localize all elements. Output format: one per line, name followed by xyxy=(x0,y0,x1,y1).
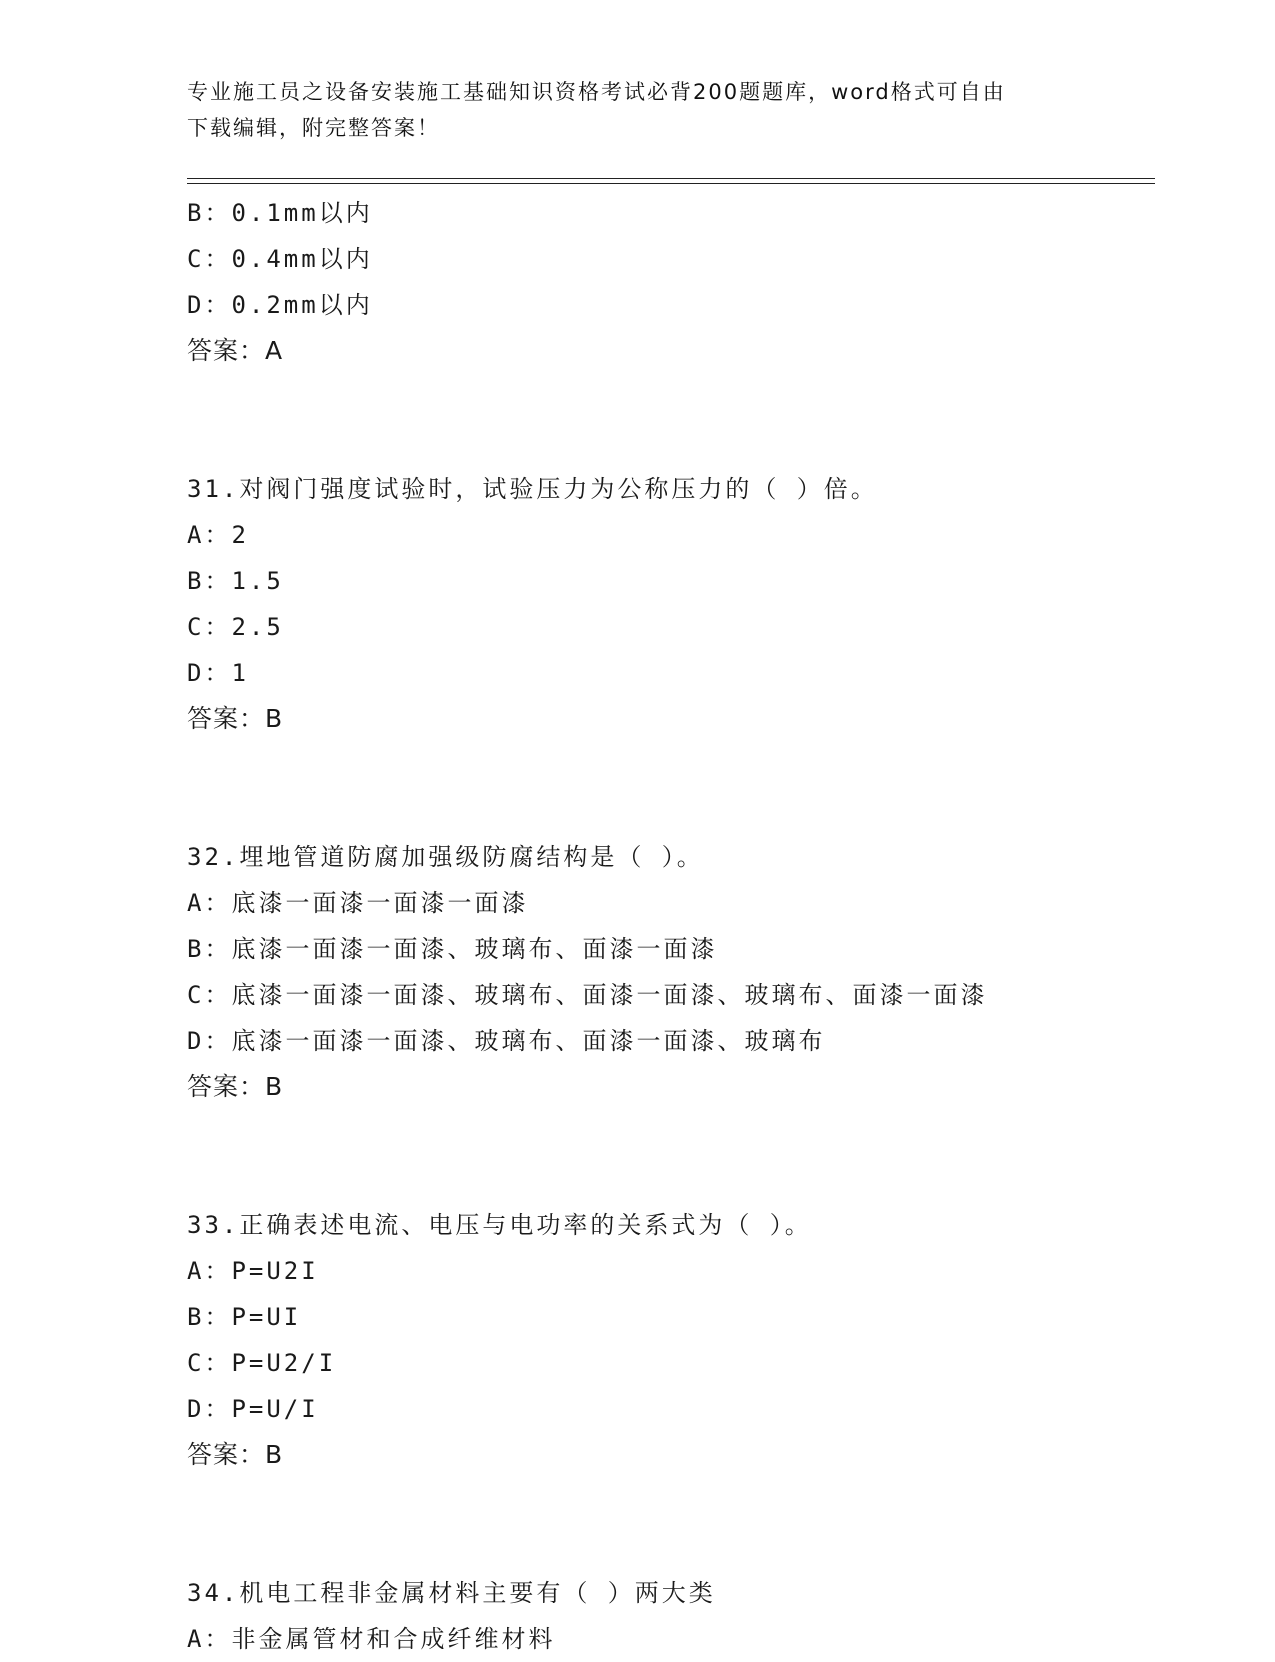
question-list xyxy=(187,190,1155,1662)
spacer xyxy=(187,1478,1155,1570)
option-line: A：非金属管材和合成纤维材料 xyxy=(187,1625,556,1653)
option-line: D：1 xyxy=(187,659,249,687)
question-text: 31.对阀门强度试验时，试验压力为公称压力的（ ）倍。 xyxy=(187,475,878,503)
question-text: 34.机电工程非金属材料主要有（ ）两大类 xyxy=(187,1579,716,1607)
spacer xyxy=(187,1110,1155,1202)
option-line: C：2.5 xyxy=(187,613,284,641)
question-block-31 xyxy=(187,466,1155,742)
option-line: D：P=U/I xyxy=(187,1395,319,1423)
option-line: D：底漆一面漆一面漆、玻璃布、面漆一面漆、玻璃布 xyxy=(187,1027,826,1055)
option-line: A：底漆一面漆一面漆一面漆 xyxy=(187,889,529,917)
answer-line: 答案：B xyxy=(187,704,284,733)
question-text: 32.埋地管道防腐加强级防腐结构是（ ）。 xyxy=(187,843,704,871)
option-line: A：2 xyxy=(187,521,249,549)
option-line: C：P=U2/I xyxy=(187,1349,337,1377)
answer-line: 答案：A xyxy=(187,336,284,365)
question-block-34 xyxy=(187,1570,1155,1662)
spacer xyxy=(187,742,1155,834)
header-line-2: 下载编辑，附完整答案！ xyxy=(187,116,440,140)
option-line: D：0.2mm以内 xyxy=(187,291,373,319)
header-line-1: 专业施工员之设备安装施工基础知识资格考试必背200题题库，word格式可自由 xyxy=(187,80,1006,104)
spacer xyxy=(187,374,1155,466)
option-line: C：底漆一面漆一面漆、玻璃布、面漆一面漆、玻璃布、面漆一面漆 xyxy=(187,981,988,1009)
question-block-30 xyxy=(187,190,1155,374)
option-line: B：1.5 xyxy=(187,567,284,595)
header-divider-bottom xyxy=(187,183,1155,184)
answer-line: 答案：B xyxy=(187,1440,284,1469)
document-header xyxy=(187,74,1087,146)
question-text: 33.正确表述电流、电压与电功率的关系式为（ ）。 xyxy=(187,1211,812,1239)
option-line: C：0.4mm以内 xyxy=(187,245,373,273)
header-divider-top xyxy=(187,178,1155,179)
answer-line: 答案：B xyxy=(187,1072,284,1101)
option-line: B：0.1mm以内 xyxy=(187,199,373,227)
option-line: B：底漆一面漆一面漆、玻璃布、面漆一面漆 xyxy=(187,935,718,963)
option-line: A：P=U2I xyxy=(187,1257,319,1285)
option-line: B：P=UI xyxy=(187,1303,302,1331)
question-block-33 xyxy=(187,1202,1155,1478)
question-block-32 xyxy=(187,834,1155,1110)
